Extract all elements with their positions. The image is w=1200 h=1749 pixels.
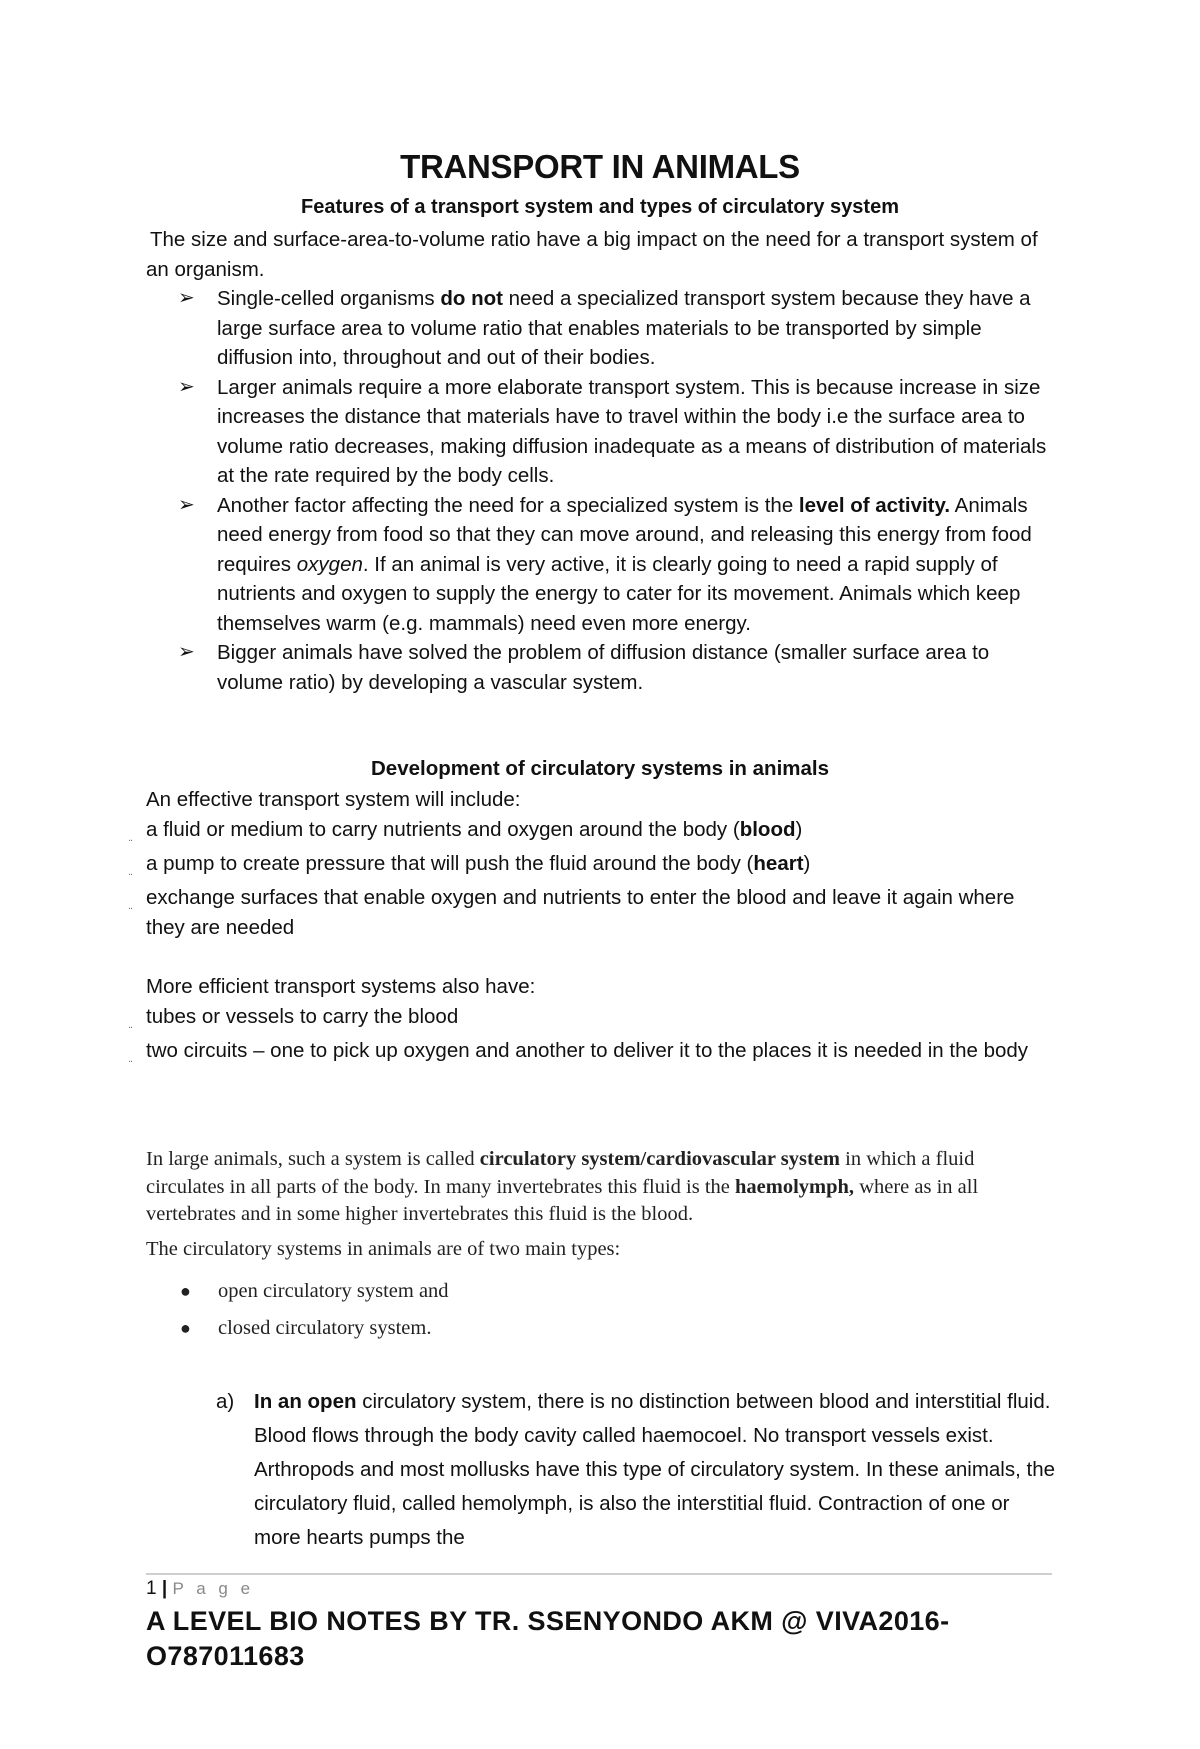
list-item: a) In an open circulatory system, there is no distinction between blood and interstitial fluid. Blood flows through the body cavity called haemocoel. No transport vessels exist. Arthropods and most mollusks have this type of circulatory system. In these animals, the circulatory fluid, called hemolymph, is also the interstitial fluid. Contraction of one or more hearts pumps the bbox=[216, 1385, 1056, 1555]
subtitle: Features of a transport system and types of circulatory system bbox=[301, 196, 899, 218]
list-item: ● closed circulatory system. bbox=[150, 1310, 449, 1347]
bullet-marker-icon: .. bbox=[128, 832, 133, 844]
lead-text: More efficient transport systems also have: bbox=[146, 975, 536, 998]
types-list bbox=[150, 1273, 449, 1347]
list-item: .. tubes or vessels to carry the blood bbox=[128, 1002, 1058, 1032]
arrow-bullet-icon: ➢ bbox=[178, 493, 195, 516]
list-item: ● open circulatory system and bbox=[150, 1273, 449, 1310]
arrow-bullet-icon: ➢ bbox=[178, 375, 195, 398]
bullet-marker-icon: .. bbox=[128, 866, 133, 878]
list-item: .. exchange surfaces that enable oxygen and nutrients to enter the blood and leave it again where they are needed bbox=[128, 886, 1015, 939]
efficiency-list bbox=[128, 1002, 1058, 1070]
bullet-marker-icon: .. bbox=[128, 900, 133, 912]
list-item: .. a pump to create pressure that will push the fluid around the body (heart) bbox=[128, 849, 1058, 879]
arrow-point-list bbox=[178, 284, 1058, 697]
bullet-marker-icon: .. bbox=[128, 1053, 133, 1065]
circulatory-paragraph: In large animals, such a system is called circulatory system/cardiovascular system in which a fluid circulates in all parts of the body. In many invertebrates this fluid is the haemolymph, where as in all vertebrates and in some higher invertebrates this fluid is the blood. bbox=[146, 1148, 979, 1225]
arrow-point-3: ➢ Another factor affecting the need for a specialized system is the level of activity. Animals need energy from food so that they can move around, and releasing this energy from food requires oxygen. If an animal is very active, it is clearly going to need a rapid supply of nutrients and oxygen to supply the energy to cater for its movement. Animals which keep themselves warm (e.g. mammals) need even more energy. bbox=[178, 491, 1058, 639]
footer-credit: A LEVEL BIO NOTES BY TR. SSENYONDO AKM @ VIVA2016-O787011683 bbox=[146, 1606, 950, 1671]
page-number: 1 | P a g e bbox=[146, 1578, 255, 1599]
lead-text: An effective transport system will include: bbox=[146, 788, 521, 811]
intro-paragraph: The size and surface-area-to-volume ratio have a big impact on the need for a transport system of an organism. bbox=[146, 228, 1038, 281]
page-title: TRANSPORT IN ANIMALS bbox=[400, 148, 800, 185]
bullet-dot-icon: ● bbox=[180, 1281, 191, 1301]
types-intro: The circulatory systems in animals are of two main types: bbox=[146, 1238, 621, 1260]
arrow-bullet-icon: ➢ bbox=[178, 287, 195, 309]
item-label: a) bbox=[216, 1390, 235, 1413]
list-item: .. two circuits – one to pick up oxygen and another to deliver it to the places it is needed in the body bbox=[128, 1036, 1058, 1066]
arrow-bullet-icon: ➢ bbox=[178, 641, 195, 663]
section-heading: Development of circulatory systems in animals bbox=[371, 757, 829, 780]
arrow-point-1: ➢ Single-celled organisms do not need a specialized transport system because they have a large surface area to volume ratio that enables materials to be transported by simple diffusion into, throughout and out of their bodies. bbox=[178, 284, 1058, 373]
arrow-point-2: ➢ Larger animals require a more elaborate transport system. This is because increase in size increases the distance that materials have to travel within the body i.e the surface area to volume ratio decreases, making diffusion inadequate as a means of distribution of materials at the rate required by the body cells. bbox=[178, 373, 1058, 491]
open-system-list bbox=[216, 1385, 1056, 1555]
requirement-list bbox=[128, 815, 1058, 947]
list-item: .. a fluid or medium to carry nutrients and oxygen around the body (blood) bbox=[128, 815, 1058, 845]
arrow-point-4: ➢ Bigger animals have solved the problem of diffusion distance (smaller surface area to volume ratio) by developing a vascular system. bbox=[178, 638, 1058, 697]
bullet-marker-icon: .. bbox=[128, 1019, 133, 1031]
footer-divider bbox=[146, 1573, 1052, 1575]
bullet-dot-icon: ● bbox=[180, 1318, 191, 1338]
